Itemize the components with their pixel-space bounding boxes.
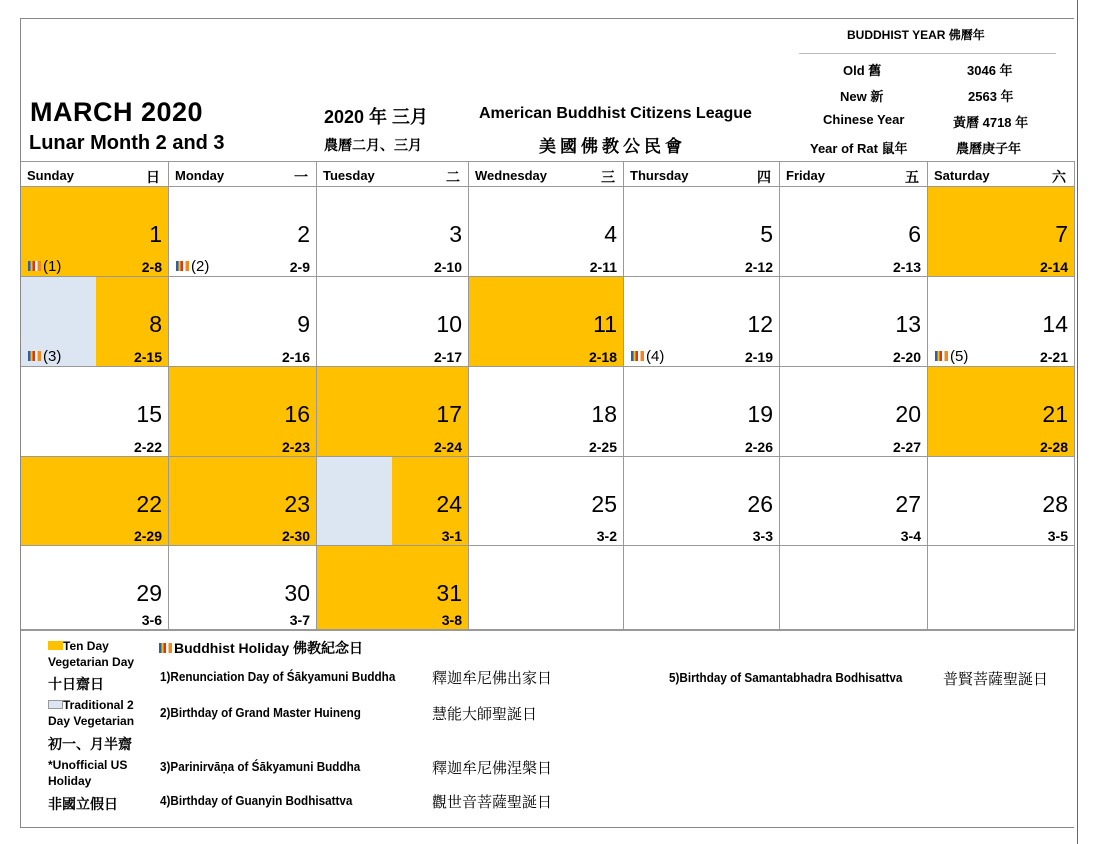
lunar-date: 3-2	[596, 528, 617, 544]
unofficial-label-1: *Unofficial US	[48, 758, 128, 772]
day-number: 26	[747, 491, 773, 517]
buddhist-year-divider	[799, 53, 1056, 54]
holiday-title-text: Buddhist Holiday 佛教紀念日	[174, 640, 363, 656]
lunar-month-zh: 農曆二月、三月	[324, 137, 422, 153]
calendar-day-cell	[317, 187, 469, 277]
ten-day-label-1: Ten Day	[63, 639, 109, 653]
buddhist-flag-icon	[28, 261, 41, 271]
holiday-marker	[176, 258, 209, 275]
day-number: 7	[1055, 221, 1068, 247]
calendar-day-cell	[928, 546, 1075, 630]
calendar-day-cell	[780, 367, 928, 457]
day-number: 2	[297, 221, 310, 247]
lunar-month-subtitle: Lunar Month 2 and 3	[29, 132, 225, 154]
year-value-old: 3046 年	[967, 63, 1013, 78]
ten-day-swatch	[48, 641, 63, 650]
legend-traditional	[48, 698, 134, 712]
weekday-header	[317, 161, 469, 187]
window-edge	[1077, 0, 1078, 844]
weekday-header	[624, 161, 780, 187]
calendar-day-cell	[21, 457, 169, 546]
lunar-date: 3-5	[1047, 528, 1068, 544]
day-number: 30	[284, 580, 310, 606]
year-month-zh: 2020 年 三月	[324, 107, 429, 127]
year-value-new: 2563 年	[968, 89, 1014, 104]
lunar-date: 2-12	[744, 259, 773, 275]
lunar-date: 3-4	[900, 528, 921, 544]
org-name-zh: 美國佛教公民會	[539, 137, 686, 156]
year-value-chinese: 黃曆 4718 年	[953, 115, 1029, 130]
year-value-rat: 農曆庚子年	[956, 141, 1022, 156]
calendar-day-cell	[624, 546, 780, 630]
holiday-1-zh: 釋迦牟尼佛出家日	[432, 670, 553, 687]
weekday-header	[469, 161, 624, 187]
calendar-day-cell	[317, 457, 469, 546]
year-label-new: New 新	[840, 89, 884, 104]
calendar-day-cell	[624, 187, 780, 277]
lunar-date: 2-28	[1039, 439, 1068, 455]
calendar-day-cell	[169, 546, 317, 630]
calendar-day-cell	[928, 187, 1075, 277]
weekday-name: Monday	[175, 168, 225, 183]
lunar-date: 2-26	[744, 439, 773, 455]
weekday-name: Tuesday	[323, 168, 375, 183]
day-number: 21	[1042, 401, 1068, 427]
legend	[21, 630, 1075, 829]
lunar-date: 2-13	[892, 259, 921, 275]
lunar-date: 2-29	[133, 528, 162, 544]
day-number: 27	[895, 491, 921, 517]
day-number: 25	[591, 491, 617, 517]
holiday-marker	[28, 258, 61, 275]
holiday-number: (3)	[43, 348, 62, 365]
weekday-name: Sunday	[27, 168, 74, 183]
day-number: 19	[747, 401, 773, 427]
page-title: MARCH 2020	[30, 97, 204, 127]
calendar-day-cell	[469, 367, 624, 457]
day-number: 24	[436, 491, 462, 517]
weekday-name: Friday	[786, 168, 826, 183]
calendar-day-cell	[21, 367, 169, 457]
weekday-name: Thursday	[630, 168, 689, 183]
lunar-date: 2-21	[1039, 349, 1068, 365]
weekday-name-zh: 二	[446, 169, 460, 185]
holiday-2-en: 2)Birthday of Grand Master Huineng	[160, 705, 361, 720]
org-name: American Buddhist Citizens League	[479, 105, 752, 122]
unofficial-label-zh: 非國立假日	[48, 796, 118, 812]
calendar-day-cell	[21, 546, 169, 630]
buddhist-flag-icon	[28, 351, 41, 361]
day-number: 12	[747, 311, 773, 337]
holiday-legend-title	[159, 638, 363, 658]
traditional-vegetarian-marker	[317, 457, 392, 545]
day-number: 22	[136, 491, 162, 517]
buddhist-flag-icon	[935, 351, 948, 361]
weekday-header	[780, 161, 928, 187]
day-number: 16	[284, 401, 310, 427]
day-number: 4	[604, 221, 617, 247]
lunar-date: 3-3	[752, 528, 773, 544]
year-label-chinese: Chinese Year	[823, 112, 905, 127]
calendar-day-cell	[169, 457, 317, 546]
calendar-day-cell	[317, 277, 469, 367]
calendar-day-cell	[169, 277, 317, 367]
holiday-1-en: 1)Renunciation Day of Śākyamuni Buddha	[160, 669, 396, 684]
calendar-day-cell	[928, 457, 1075, 546]
lunar-date: 2-17	[433, 349, 462, 365]
day-number: 28	[1042, 491, 1068, 517]
calendar-day-cell	[469, 187, 624, 277]
lunar-date: 2-15	[133, 349, 162, 365]
calendar-day-cell	[469, 457, 624, 546]
ten-day-label-2: Vegetarian Day	[48, 655, 135, 669]
traditional-swatch	[48, 700, 63, 709]
lunar-date: 2-16	[281, 349, 310, 365]
lunar-date: 2-25	[588, 439, 617, 455]
day-number: 15	[136, 401, 162, 427]
weekday-name-zh: 六	[1052, 169, 1066, 185]
lunar-date: 2-23	[281, 439, 310, 455]
lunar-date: 3-7	[289, 612, 310, 628]
ten-day-label-zh: 十日齋日	[48, 676, 104, 692]
weekday-header	[928, 161, 1075, 187]
lunar-date: 2-22	[133, 439, 162, 455]
day-number: 5	[760, 221, 773, 247]
calendar-page	[20, 18, 1074, 828]
calendar-day-cell	[169, 187, 317, 277]
traditional-label-1: Traditional 2	[63, 698, 134, 712]
calendar-grid	[21, 161, 1075, 630]
weekday-name-zh: 日	[146, 169, 160, 185]
weekday-name-zh: 四	[757, 169, 771, 185]
lunar-date: 2-27	[892, 439, 921, 455]
day-number: 3	[449, 221, 462, 247]
day-number: 17	[436, 401, 462, 427]
day-number: 14	[1042, 311, 1068, 337]
holiday-number: (5)	[950, 348, 969, 365]
lunar-date: 2-19	[744, 349, 773, 365]
day-number: 9	[297, 311, 310, 337]
calendar-day-cell	[624, 457, 780, 546]
calendar-day-cell	[21, 187, 169, 277]
holiday-number: (2)	[191, 258, 210, 275]
day-number: 18	[591, 401, 617, 427]
year-label-rat: Year of Rat 鼠年	[810, 141, 908, 156]
holiday-3-en: 3)Parinirvāṇa of Śākyamuni Buddha	[160, 759, 361, 774]
day-number: 10	[436, 311, 462, 337]
holiday-5-en: 5)Birthday of Samantabhadra Bodhisattva	[669, 670, 903, 685]
calendar-day-cell	[624, 367, 780, 457]
lunar-date: 2-8	[141, 259, 162, 275]
buddhist-flag-icon	[176, 261, 189, 271]
calendar-day-cell	[780, 546, 928, 630]
day-number: 8	[149, 311, 162, 337]
holiday-5-zh: 普賢菩薩聖誕日	[943, 671, 1049, 688]
weekday-name: Wednesday	[475, 168, 548, 183]
weekday-header	[21, 161, 169, 187]
holiday-number: (1)	[43, 258, 62, 275]
lunar-date: 3-6	[141, 612, 162, 628]
traditional-label-zh: 初一、月半齋	[48, 736, 132, 752]
lunar-date: 2-30	[281, 528, 310, 544]
weekday-name-zh: 五	[905, 169, 919, 185]
calendar-day-cell	[624, 277, 780, 367]
calendar-day-cell	[780, 277, 928, 367]
weekday-name-zh: 三	[601, 169, 615, 185]
calendar-day-cell	[469, 546, 624, 630]
day-number: 6	[908, 221, 921, 247]
lunar-date: 2-11	[589, 259, 617, 275]
day-number: 23	[284, 491, 310, 517]
lunar-date: 2-14	[1039, 259, 1068, 275]
holiday-3-zh: 釋迦牟尼佛涅槃日	[432, 760, 553, 777]
lunar-date: 2-18	[588, 349, 617, 365]
holiday-marker	[631, 348, 664, 365]
calendar-day-cell	[21, 277, 169, 367]
buddhist-year-title: BUDDHIST YEAR 佛曆年	[847, 28, 985, 42]
lunar-date: 2-9	[289, 259, 310, 275]
calendar-day-cell	[169, 367, 317, 457]
lunar-date: 3-1	[441, 528, 462, 544]
legend-ten-day	[48, 639, 109, 653]
lunar-date: 2-24	[433, 439, 462, 455]
year-label-old: Old 舊	[843, 63, 882, 78]
holiday-4-zh: 觀世音菩薩聖誕日	[432, 794, 553, 811]
day-number: 29	[136, 580, 162, 606]
lunar-date: 3-8	[441, 612, 462, 628]
day-number: 1	[149, 221, 162, 247]
calendar-day-cell	[780, 457, 928, 546]
unofficial-label-2: Holiday	[48, 774, 92, 788]
holiday-marker	[28, 348, 61, 365]
calendar-day-cell	[317, 546, 469, 630]
holiday-number: (4)	[646, 348, 665, 365]
holiday-2-zh: 慧能大師聖誕日	[432, 706, 538, 723]
calendar-day-cell	[317, 367, 469, 457]
day-number: 20	[895, 401, 921, 427]
day-number: 11	[593, 311, 617, 337]
calendar-day-cell	[928, 367, 1075, 457]
lunar-date: 2-20	[892, 349, 921, 365]
buddhist-flag-icon	[159, 643, 172, 653]
weekday-name: Saturday	[934, 168, 990, 183]
calendar-day-cell	[780, 187, 928, 277]
buddhist-flag-icon	[631, 351, 644, 361]
calendar-day-cell	[469, 277, 624, 367]
holiday-marker	[935, 348, 968, 365]
traditional-label-2: Day Vegetarian	[48, 714, 135, 728]
lunar-date: 2-10	[433, 259, 462, 275]
day-number: 13	[895, 311, 921, 337]
weekday-header	[169, 161, 317, 187]
weekday-name-zh: 一	[294, 169, 308, 185]
holiday-4-en: 4)Birthday of Guanyin Bodhisattva	[160, 793, 353, 808]
day-number: 31	[436, 580, 462, 606]
calendar-day-cell	[928, 277, 1075, 367]
